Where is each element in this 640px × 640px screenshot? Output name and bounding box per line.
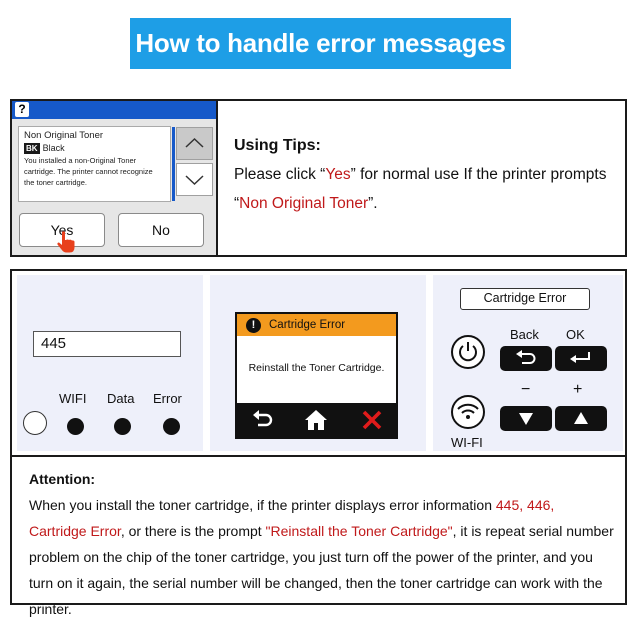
dialog-line-1: Non Original Toner: [24, 130, 104, 141]
dialog-color-line: [24, 142, 165, 154]
control-panel-title: Cartridge Error: [460, 288, 590, 310]
error-code-display: 445: [33, 331, 181, 357]
attention-body: [29, 492, 614, 622]
power-icon: [453, 337, 483, 367]
error-panels-section: [10, 269, 627, 455]
wifi-led-label: WIFI: [59, 391, 87, 406]
color-name: Black: [42, 143, 65, 153]
scroll-up-button[interactable]: [176, 127, 213, 160]
back-button[interactable]: [500, 346, 552, 371]
led-panel: [17, 275, 203, 451]
home-icon[interactable]: [304, 408, 328, 432]
control-panel: [433, 275, 623, 451]
wifi-led: [67, 418, 84, 435]
help-icon[interactable]: ?: [15, 102, 29, 117]
back-label: Back: [510, 327, 539, 342]
enter-icon: [555, 346, 607, 371]
printer-dialog: [12, 101, 218, 255]
power-button[interactable]: [451, 335, 485, 369]
tips-text-before: Please click “: [234, 166, 326, 183]
wifi-label: WI-FI: [451, 435, 483, 450]
wifi-icon: [453, 397, 483, 427]
error-led-label: Error: [153, 391, 182, 406]
attention-p3: , it is repeat serial number problem on the chip of the toner cartridge, you just turn off the power of the printer, and you turn on it again, the serial number will be changed, then the toner cartridge can work with the printer.: [29, 523, 614, 617]
attention-p1: When you install the toner cartridge, if the printer displays error information: [29, 497, 496, 513]
scroll-indicator: [172, 127, 175, 201]
no-button[interactable]: No: [118, 213, 204, 247]
dialog-message: [18, 126, 171, 202]
printer-screen: [235, 312, 398, 439]
dialog-message-text: You installed a non-Original Toner cartridge. The printer cannot recognize the toner cartridge.: [24, 156, 153, 187]
screen-header: [237, 314, 396, 336]
page-title-banner: How to handle error messages: [130, 18, 511, 69]
screen-message: Reinstall the Toner Cartridge.: [248, 362, 385, 374]
chevron-up-icon: [177, 128, 212, 159]
tips-prompt: Non Original Toner: [239, 195, 369, 212]
ok-button[interactable]: [555, 346, 607, 371]
attention-codes: 445, 446, Cartridge Error: [29, 497, 555, 539]
back-arrow-icon[interactable]: [251, 409, 275, 431]
color-code-badge: BK: [26, 144, 38, 153]
up-triangle-icon: [555, 406, 607, 431]
down-triangle-icon: [500, 406, 552, 431]
tips-heading: Using Tips:: [234, 137, 321, 154]
data-led: [114, 418, 131, 435]
yes-button[interactable]: Yes: [19, 213, 105, 247]
screen-title: Cartridge Error: [269, 319, 346, 331]
ok-label: OK: [566, 327, 585, 342]
screen-footer: [237, 403, 396, 437]
attention-section: [10, 455, 627, 617]
plus-label: +: [573, 381, 583, 398]
dialog-title-bar: [12, 101, 216, 119]
touchscreen-panel: [210, 275, 426, 451]
power-button[interactable]: [23, 411, 47, 435]
data-led-label: Data: [107, 391, 135, 406]
minus-label: −: [521, 381, 531, 398]
tips-yes-word: Yes: [325, 166, 351, 183]
chevron-down-icon: [177, 164, 212, 195]
tips-text-middle: ” for normal use If the printer prompts “: [234, 166, 607, 212]
error-led: [163, 418, 180, 435]
close-icon[interactable]: [361, 409, 383, 431]
back-icon: [500, 346, 552, 371]
tips-section: [10, 99, 627, 257]
scroll-down-button[interactable]: [176, 163, 213, 196]
attention-heading: Attention:: [29, 471, 96, 487]
wifi-button[interactable]: [451, 395, 485, 429]
attention-text: [29, 466, 614, 622]
tips-text-after: ”.: [368, 195, 378, 212]
warning-icon: !: [246, 318, 261, 333]
attention-p2: , or there is the prompt: [120, 523, 266, 539]
down-button[interactable]: [500, 406, 552, 431]
attention-prompt: "Reinstall the Toner Cartridge": [265, 523, 453, 539]
up-button[interactable]: [555, 406, 607, 431]
tips-text: [234, 131, 614, 218]
tips-body: [234, 160, 614, 218]
hand-pointer-icon: [56, 230, 76, 254]
